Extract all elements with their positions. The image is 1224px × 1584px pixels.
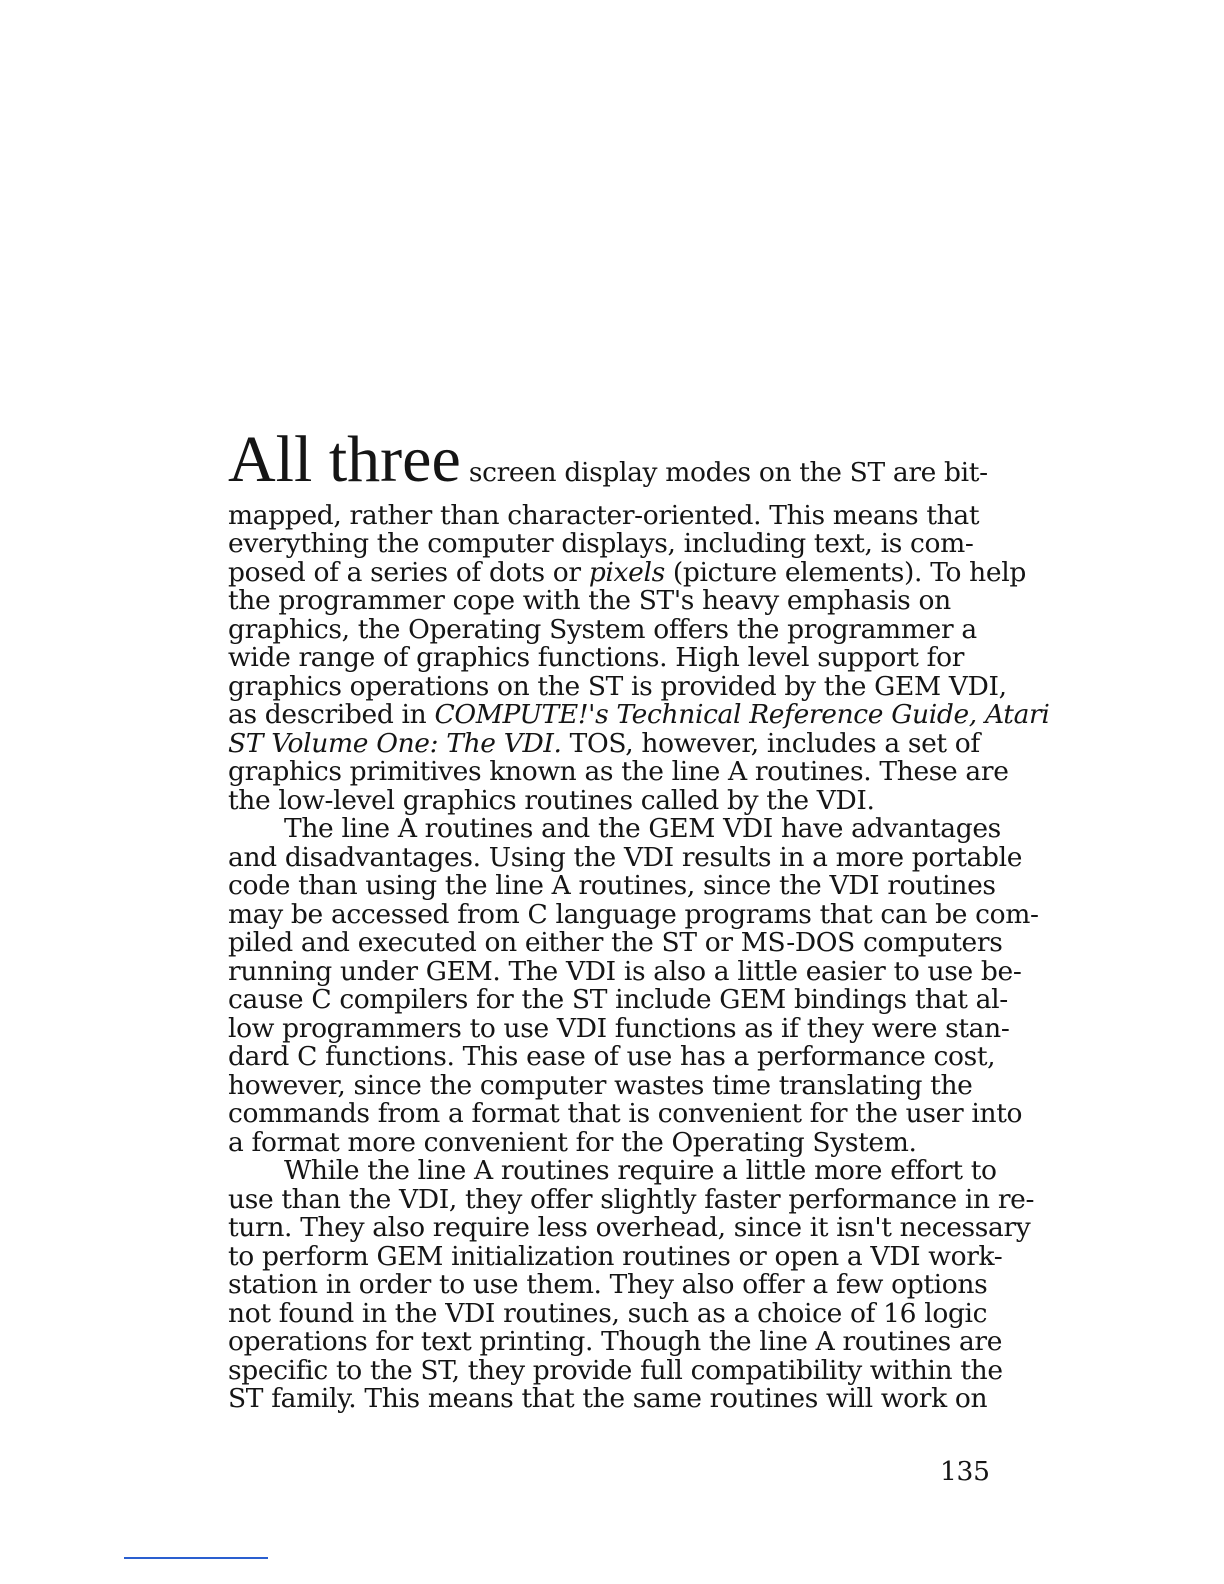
drop-cap-lead-in: All three bbox=[228, 423, 461, 496]
text-line-7: wide range of graphics functions. High level support for bbox=[228, 642, 965, 673]
text-line-11: graphics primitives known as the line A routines. These are bbox=[228, 756, 1009, 787]
text-line-16: may be accessed from C language programs that can be com- bbox=[228, 899, 1039, 930]
text-line-3: everything the computer displays, including text, is com- bbox=[228, 528, 974, 559]
text-line-25: While the line A routines require a little more effort to bbox=[284, 1155, 997, 1186]
text-line-17: piled and executed on either the ST or MS-DOS computers bbox=[228, 927, 1003, 958]
text-line-19: cause C compilers for the ST include GEM bindings that al- bbox=[228, 984, 1008, 1015]
text-line-23: commands from a format that is convenient for the user into bbox=[228, 1098, 1023, 1129]
text-line-21: dard C functions. This ease of use has a performance cost, bbox=[228, 1041, 996, 1072]
text-line-13: The line A routines and the GEM VDI have advantages bbox=[284, 813, 1001, 844]
text-line-2: mapped, rather than character-oriented. This means that bbox=[228, 500, 980, 531]
text-line-22: however, since the computer wastes time translating the bbox=[228, 1070, 973, 1101]
italic-book-title-cont: ST Volume One: The VDI. bbox=[228, 728, 562, 759]
text-line-26: use than the VDI, they offer slightly faster performance in re- bbox=[228, 1184, 1035, 1215]
text-line-18: running under GEM. The VDI is also a little easier to use be- bbox=[228, 956, 1022, 987]
text-line-4: posed of a series of dots or pixels (picture elements). To help bbox=[228, 557, 1026, 588]
footer-rule bbox=[124, 1557, 268, 1559]
text-line-32: specific to the ST, they provide full compatibility within the bbox=[228, 1355, 1003, 1386]
text-line-5: the programmer cope with the ST's heavy emphasis on bbox=[228, 585, 951, 616]
text-line-10: ST Volume One: The VDI. TOS, however, includes a set of bbox=[228, 728, 980, 759]
page-number: 135 bbox=[940, 1456, 990, 1487]
text-line-6: graphics, the Operating System offers the programmer a bbox=[228, 614, 977, 645]
italic-term: pixels bbox=[588, 557, 665, 588]
text-line-8: graphics operations on the ST is provided by the GEM VDI, bbox=[228, 671, 1007, 702]
text-line-31: operations for text printing. Though the line A routines are bbox=[228, 1326, 1003, 1357]
text-line-15: code than using the line A routines, since the VDI routines bbox=[228, 870, 996, 901]
text-line-9: as described in COMPUTE!'s Technical Reference Guide, Atari bbox=[228, 699, 1050, 730]
text-line-28: to perform GEM initialization routines or open a VDI work- bbox=[228, 1241, 1003, 1272]
text-line-24: a format more convenient for the Operating System. bbox=[228, 1127, 917, 1158]
text-line-29: station in order to use them. They also offer a few options bbox=[228, 1269, 988, 1300]
text-line-20: low programmers to use VDI functions as if they were stan- bbox=[228, 1013, 1010, 1044]
text-line-12: the low-level graphics routines called by the VDI. bbox=[228, 785, 875, 816]
text-line-1: All three screen display modes on the ST are bit- bbox=[228, 423, 988, 496]
text-line-33: ST family. This means that the same routines will work on bbox=[228, 1383, 988, 1414]
text-line-27: turn. They also require less overhead, since it isn't necessary bbox=[228, 1212, 1031, 1243]
text-line-14: and disadvantages. Using the VDI results in a more portable bbox=[228, 842, 1023, 873]
italic-book-title: COMPUTE!'s Technical Reference Guide, Atari bbox=[434, 699, 1050, 730]
text-line-30: not found in the VDI routines, such as a choice of 16 logic bbox=[228, 1298, 988, 1329]
